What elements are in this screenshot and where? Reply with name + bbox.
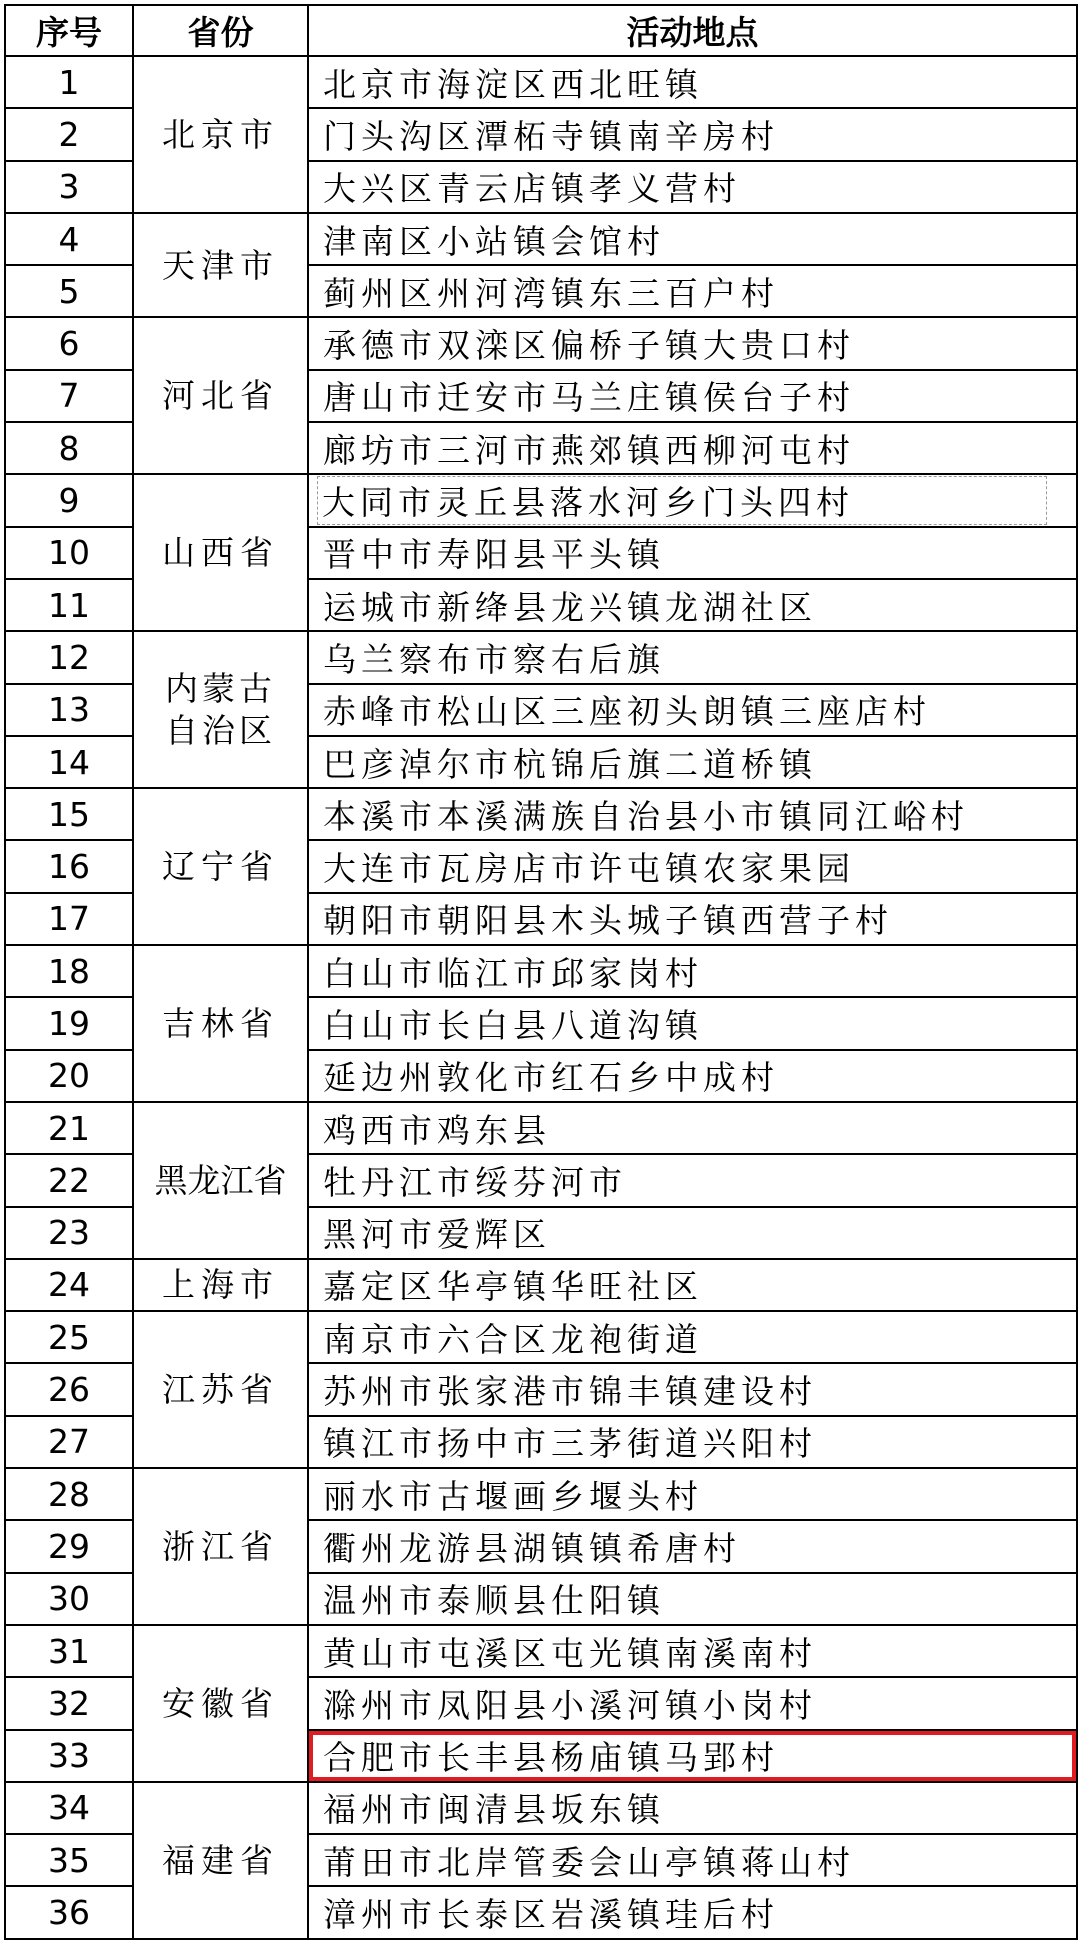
location-cell: 延边州敦化市红石乡中成村 — [308, 1050, 1077, 1102]
location-cell: 白山市临江市邱家岗村 — [308, 945, 1077, 997]
province-cell: 上海市 — [133, 1259, 308, 1311]
location-cell: 白山市长白县八道沟镇 — [308, 997, 1077, 1049]
location-text: 大同市灵丘县落水河乡门头四村 — [317, 476, 1047, 525]
province-cell: 内蒙古自治区 — [133, 631, 308, 788]
location-cell: 南京市六合区龙袍街道 — [308, 1311, 1077, 1363]
location-cell: 黑河市爱辉区 — [308, 1207, 1077, 1259]
location-cell: 晋中市寿阳县平头镇 — [308, 527, 1077, 579]
location-cell-highlighted: 合肥市长丰县杨庙镇马郢村 — [308, 1730, 1077, 1782]
location-cell: 丽水市古堰画乡堰头村 — [308, 1468, 1077, 1520]
seq-cell: 34 — [5, 1782, 133, 1834]
table-row — [5, 1468, 1077, 1520]
location-cell: 莆田市北岸管委会山亭镇蒋山村 — [308, 1834, 1077, 1886]
seq-cell: 27 — [5, 1416, 133, 1468]
location-cell: 滁州市凤阳县小溪河镇小岗村 — [308, 1677, 1077, 1729]
seq-cell: 8 — [5, 422, 133, 474]
location-cell: 大兴区青云店镇孝义营村 — [308, 161, 1077, 213]
seq-cell: 16 — [5, 840, 133, 892]
table-row — [5, 1782, 1077, 1834]
seq-cell: 17 — [5, 893, 133, 945]
seq-cell: 28 — [5, 1468, 133, 1520]
location-cell — [308, 474, 1077, 526]
activity-location-table — [4, 4, 1078, 1940]
seq-cell: 14 — [5, 736, 133, 788]
location-cell: 蓟州区州河湾镇东三百户村 — [308, 265, 1077, 317]
seq-cell: 33 — [5, 1730, 133, 1782]
province-cell: 吉林省 — [133, 945, 308, 1102]
location-cell: 巴彦淖尔市杭锦后旗二道桥镇 — [308, 736, 1077, 788]
table-row — [5, 213, 1077, 265]
table-row — [5, 1311, 1077, 1363]
province-cell: 浙江省 — [133, 1468, 308, 1625]
location-cell: 唐山市迁安市马兰庄镇侯台子村 — [308, 370, 1077, 422]
table-row — [5, 317, 1077, 369]
province-cell: 辽宁省 — [133, 788, 308, 945]
seq-cell: 15 — [5, 788, 133, 840]
table-body — [5, 56, 1077, 1939]
seq-cell: 11 — [5, 579, 133, 631]
seq-cell: 31 — [5, 1625, 133, 1677]
province-cell: 河北省 — [133, 317, 308, 474]
seq-cell: 35 — [5, 1834, 133, 1886]
province-cell: 福建省 — [133, 1782, 308, 1939]
location-cell: 廊坊市三河市燕郊镇西柳河屯村 — [308, 422, 1077, 474]
seq-cell: 22 — [5, 1154, 133, 1206]
table-row — [5, 1625, 1077, 1677]
location-cell: 运城市新绛县龙兴镇龙湖社区 — [308, 579, 1077, 631]
seq-cell: 4 — [5, 213, 133, 265]
seq-cell: 18 — [5, 945, 133, 997]
table-row — [5, 1102, 1077, 1154]
location-cell: 大连市瓦房店市许屯镇农家果园 — [308, 840, 1077, 892]
province-cell: 北京市 — [133, 56, 308, 213]
seq-cell: 6 — [5, 317, 133, 369]
seq-cell: 29 — [5, 1520, 133, 1572]
location-cell: 嘉定区华亭镇华旺社区 — [308, 1259, 1077, 1311]
seq-cell: 9 — [5, 474, 133, 526]
seq-cell: 5 — [5, 265, 133, 317]
seq-cell: 7 — [5, 370, 133, 422]
seq-cell: 32 — [5, 1677, 133, 1729]
seq-cell: 26 — [5, 1363, 133, 1415]
table-row — [5, 788, 1077, 840]
seq-cell: 12 — [5, 631, 133, 683]
province-cell: 山西省 — [133, 474, 308, 631]
seq-cell: 1 — [5, 56, 133, 108]
location-cell: 苏州市张家港市锦丰镇建设村 — [308, 1363, 1077, 1415]
seq-cell: 36 — [5, 1886, 133, 1938]
seq-cell: 2 — [5, 108, 133, 160]
seq-cell: 21 — [5, 1102, 133, 1154]
location-cell: 衢州龙游县湖镇镇希唐村 — [308, 1520, 1077, 1572]
province-cell: 江苏省 — [133, 1311, 308, 1468]
province-cell: 黑龙江省 — [133, 1102, 308, 1259]
seq-cell: 13 — [5, 684, 133, 736]
location-cell: 福州市闽清县坂东镇 — [308, 1782, 1077, 1834]
seq-cell: 25 — [5, 1311, 133, 1363]
location-cell: 赤峰市松山区三座初头朗镇三座店村 — [308, 684, 1077, 736]
table-row — [5, 1259, 1077, 1311]
seq-cell: 20 — [5, 1050, 133, 1102]
location-cell: 黄山市屯溪区屯光镇南溪南村 — [308, 1625, 1077, 1677]
header-seq: 序号 — [5, 5, 133, 56]
header-province: 省份 — [133, 5, 308, 56]
province-cell: 安徽省 — [133, 1625, 308, 1782]
seq-cell: 23 — [5, 1207, 133, 1259]
seq-cell: 3 — [5, 161, 133, 213]
seq-cell: 10 — [5, 527, 133, 579]
seq-cell: 30 — [5, 1573, 133, 1625]
seq-cell: 19 — [5, 997, 133, 1049]
table-row — [5, 474, 1077, 526]
location-cell: 牡丹江市绥芬河市 — [308, 1154, 1077, 1206]
location-cell: 朝阳市朝阳县木头城子镇西营子村 — [308, 893, 1077, 945]
activity-location-table-sheet — [4, 4, 1076, 1939]
table-row — [5, 945, 1077, 997]
header-location: 活动地点 — [308, 5, 1077, 56]
table-row — [5, 631, 1077, 683]
location-cell: 镇江市扬中市三茅街道兴阳村 — [308, 1416, 1077, 1468]
location-cell: 鸡西市鸡东县 — [308, 1102, 1077, 1154]
location-cell: 北京市海淀区西北旺镇 — [308, 56, 1077, 108]
seq-cell: 24 — [5, 1259, 133, 1311]
location-cell: 温州市泰顺县仕阳镇 — [308, 1573, 1077, 1625]
location-cell: 承德市双滦区偏桥子镇大贵口村 — [308, 317, 1077, 369]
location-cell: 漳州市长泰区岩溪镇珪后村 — [308, 1886, 1077, 1938]
province-cell: 天津市 — [133, 213, 308, 318]
location-cell: 津南区小站镇会馆村 — [308, 213, 1077, 265]
table-row — [5, 56, 1077, 108]
location-cell: 门头沟区潭柘寺镇南辛房村 — [308, 108, 1077, 160]
location-cell: 本溪市本溪满族自治县小市镇同江峪村 — [308, 788, 1077, 840]
location-cell: 乌兰察布市察右后旗 — [308, 631, 1077, 683]
table-header-row — [5, 5, 1077, 56]
